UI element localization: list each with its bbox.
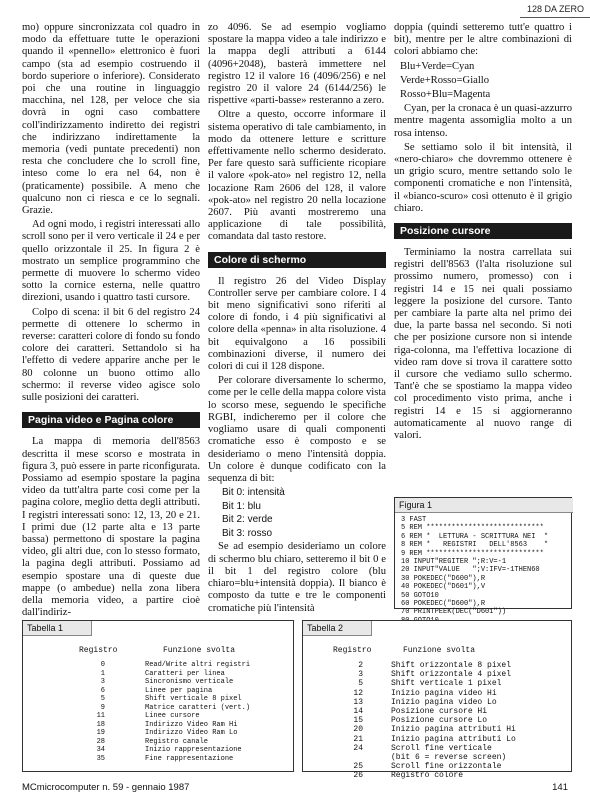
register-number: 18 [96, 720, 105, 729]
table-row [303, 679, 571, 688]
running-header [520, 0, 590, 18]
paragraph: Colpo di scena: il bit 6 del registro 24 permette di ottenere lo schermo in reverse: caratteri colore di fondo su fondo colore dei caratteri. Settandolo si ha l'effetto di vedere apparire anche per le 80 colonne un buono ottimo allo schermo: il reverse video agisce solo sulle posizioni dei caratteri. [22, 306, 200, 404]
paragraph: La mappa di memoria dell'8563 descritta il mese scorso e mostrata in figura 3, può essere in parte riconfigurata. Possiamo ad esempio spostare la pagina video da tutt'altra parte così come per la pagina colore, meglio detta degli attributi. I registri interessati sono: 12, 13, 20 e 21. I primi due (12 parte alta e 13 parte bassa) permettono di spostare la pagina video, gli altri due, con lo stesso formato, la pagina degli attributi. Possiamo ad esempio spostare una di queste due mappe (o ambedue) nella zona libera della memoria video, a partire cioè dall'indiriz- [22, 436, 200, 619]
register-function: Scroll fine orizzontale [391, 762, 502, 772]
bit-item: Bit 3: rosso [222, 527, 273, 539]
bit-item: Bit 2: verde [222, 514, 273, 526]
register-number: 20 [353, 725, 363, 735]
register-number: 15 [353, 716, 363, 726]
register-function: Scroll fine verticale [391, 743, 492, 753]
register-function: Matrice caratteri (vert.) [145, 703, 251, 712]
table-row [23, 678, 293, 687]
page-number: 141 [552, 782, 568, 793]
paragraph: Se ad esempio desideriamo un colore di schermo blu chiaro, setteremo il bit 0 e il bit 1 del registro colore (blu chiaro=blu+intensità doppia). Il bianco è composto da tutte e tre le componenti cromatiche più l'intensità [208, 541, 386, 614]
register-number: 5 [100, 695, 105, 703]
register-function: Linee cursore [145, 712, 200, 720]
register-number: 35 [96, 754, 105, 763]
register-function: Caratteri per linea [145, 669, 225, 678]
register-number: 11 [96, 712, 105, 720]
paragraph: Oltre a questo, occorre informare il sistema operativo di tale cambiamento, in modo da ottenere letture e scritture effettivamente nello schermo desiderato. Per fare questo sarà sufficiente ricopiare il valore «pok-ato» nel registro 12, nella locazione Ram 2606 del 128, il valore «pok-ato» nel registro 20 nella locazione 2607. Più avanti mostreremo una applicazione di tale possibilità, comandata dal tasto restore. [208, 109, 386, 243]
register-function: Read/Write altri registri [145, 661, 251, 669]
register-number: 21 [353, 734, 363, 744]
table-row [23, 721, 293, 730]
table-row [23, 746, 293, 755]
table-row [303, 716, 571, 725]
register-function: Posizione cursore Lo [391, 716, 488, 726]
register-function: Registro colore [391, 771, 464, 781]
register-function: (bit 6 = reverse screen) [391, 752, 507, 762]
bit-item: Bit 1: blu [222, 500, 261, 512]
column-header-registro: Registro [79, 646, 118, 655]
table-row [23, 687, 293, 696]
register-number: 3 [100, 678, 105, 686]
register-function: Indirizzo Video Ram Lo [145, 729, 238, 737]
table-body [23, 661, 293, 763]
paragraph: Per colorare diversamente lo schermo, come per le celle della mappa colore vista lo scorso mese, seguendo le specifiche RGBI, indicheremo per il colore che vogliamo usare di quali componenti cromatiche esso è composto e se desideriamo o meno l'intensità doppia. Un colore è dunque codificato con la sequenza di bit: [208, 375, 386, 484]
register-function: Fine rappresentazione [145, 754, 234, 763]
header-rule [520, 17, 590, 18]
register-number: 24 [353, 743, 363, 753]
register-number: 9 [100, 703, 105, 712]
register-number: 6 [100, 686, 105, 695]
section-label: 128 DA ZERO [526, 4, 584, 14]
section-heading-pagina-video: Pagina video e Pagina colore [22, 412, 200, 428]
column-3 [394, 22, 572, 444]
footer-issue: MCmicrocomputer n. 59 - gennaio 1987 [22, 782, 190, 793]
table-row [303, 735, 571, 744]
register-function: Shift orizzontale 4 pixel [391, 670, 512, 680]
figure-title: Figura 1 [395, 498, 573, 513]
color-equation: Verde+Rosso=Giallo [400, 74, 490, 86]
table-body [303, 661, 571, 780]
register-number: 34 [96, 746, 105, 754]
table-row [303, 670, 571, 679]
table-title: Tabella 1 [23, 621, 92, 636]
register-function: Shift orizzontale 8 pixel [391, 661, 512, 670]
register-number: 19 [96, 729, 105, 737]
paragraph: doppia (quindi setteremo tutt'e quattro i bit), mentre per le altre combinazioni di colori abbiamo che: [394, 22, 572, 58]
register-function: Inizio pagina video Hi [391, 688, 497, 698]
table-row [303, 707, 571, 716]
bit-item: Bit 0: intensità [222, 487, 285, 499]
table-row [23, 729, 293, 738]
paragraph: Cyan, per la cronaca è un quasi-azzurro mentre magenta assomiglia molto a un rosa intenso. [394, 103, 572, 139]
register-number: 13 [353, 697, 363, 707]
table-row [303, 753, 571, 762]
table-row [23, 670, 293, 679]
register-number: 3 [358, 670, 363, 680]
register-function: Posizione cursore Hi [391, 706, 488, 716]
figure-1 [394, 497, 572, 617]
paragraph: mo) oppure sincronizzata col quadro in modo da effettuare tutte le operazioni quando il «pennello» elettronico è fuori campo (sta ad esempio costruendo il bordo superiore o inferiore). Considerato poi che una routine in linguaggio macchina, nel 128, per veloce che sia dovrà in ogni caso combattere coll'indirizzamento indiretto dei registri che indirizzano indirettamente la memoria (vedi puntate precedenti) non resta che concludere che lo scroll fine, inteso come lo era nel 64, non è (praticamente) possibile. A meno che qualcuno non ci riesca e ce lo segnali. Grazie. [22, 22, 200, 217]
table-row [23, 661, 293, 670]
paragraph: Terminiamo la nostra carrellata sui registri dell'8563 (l'alta risoluzione sul prossimo numero, promesso) con i registri 14 e 15 nei quali possiamo leggere la posizione del cursore. Tanto per cambiare la parte alta nel primo dei due, la parte bassa nel secondo. Si noti che per posizione cursore non si intende riga-colonna, ma l'effettiva locazione di video ram dove si trova il carattere sotto il cursore che vediamo sullo schermo. Tant'è che se spostiamo la mappa video col procedimento visto prima, anche i registri 14 e 15 si aggiorneranno automaticamente al nuovo range di valori. [394, 247, 572, 442]
register-function: Inizio pagina attributi Hi [391, 725, 516, 735]
paragraph: Il registro 26 del Video Display Controller serve per cambiare colore. I 4 bit meno significativi sono riferiti al colore di fondo, i 4 più significativi al colore della «penna» in alta risoluzione. 4 bit equivalgono a 16 possibili combinazioni diverse, il numero dei colori di cui il 128 dispone. [208, 275, 386, 373]
register-number: 0 [100, 661, 105, 669]
register-number: 12 [353, 688, 363, 698]
table-row [303, 771, 571, 780]
column-header-funzione: Funzione svolta [403, 646, 476, 655]
register-number: 5 [358, 679, 363, 689]
column-header-funzione: Funzione svolta [163, 646, 236, 655]
table-row [303, 725, 571, 734]
table-1 [22, 620, 294, 772]
table-row [23, 755, 293, 764]
code-listing: 3 FAST 5 REM **************************** 6 REM * LETTURA - SCRITTURA NEI * 8 REM * REGISTRI DELL'8563 * 9 REM **************************** 10 INPUT"REGITER ";R:V=-1 20 INPUT"VALUE ";V:IFV=-1THEN60 30 POKEDEC("D600"),R 40 POKEDEC("D601"),V 50 GOTO10 60 POKEDEC("D600"),R 70 PRINTPEEK(DEC("D601")) [401, 516, 549, 617]
color-equation: Blu+Verde=Cyan [400, 60, 475, 72]
table-row [23, 712, 293, 721]
register-number: 2 [358, 661, 363, 670]
section-heading-colore-schermo: Colore di schermo [208, 252, 386, 268]
register-number: 28 [96, 737, 105, 746]
table-2 [302, 620, 572, 781]
register-number: 14 [353, 706, 363, 716]
register-function: Registro canale [145, 737, 209, 746]
register-function: Shift verticale 1 pixel [391, 679, 502, 689]
register-function: Inizio pagina attributi Lo [391, 734, 516, 744]
table-row [23, 738, 293, 747]
section-heading-posizione-cursore: Posizione cursore [394, 223, 572, 239]
table-row [303, 661, 571, 670]
column-1 [22, 22, 200, 621]
table-row [23, 695, 293, 704]
register-number: 26 [353, 771, 363, 781]
column-header-registro: Registro [333, 646, 372, 655]
column-2 [208, 22, 386, 617]
register-number: 25 [353, 762, 363, 772]
register-function: Inizio pagina video Lo [391, 697, 497, 707]
paragraph: Ad ogni modo, i registri interessati allo scroll sono per il vero verticale il 24 e per quello orizzontale il 25. In figura 2 è mostrato un semplice programmino che permette di muovere lo schermo video sotto la cornice esterna, nelle quattro direzioni, usando i quattro tasti cursore. [22, 219, 200, 304]
table-row [23, 704, 293, 713]
register-function: Sincronismo verticale [145, 678, 234, 686]
table-title: Tabella 2 [303, 621, 372, 636]
register-function: Inizio rappresentazione [145, 746, 242, 754]
register-function: Shift verticale 8 pixel [145, 695, 242, 703]
color-equation: Rosso+Blu=Magenta [400, 89, 491, 101]
register-function: Indirizzo Video Ram Hi [145, 720, 238, 729]
paragraph: zo 4096. Se ad esempio vogliamo spostare la mappa video a tale indirizzo e la mappa degli attributi a 6144 (4096+2048), basterà immettere nel registro 12 il valore 16 (4096/256) e nel registro 20 il valore 24 (6144/256) le rispettive «parti-basse» resteranno a zero. [208, 22, 386, 107]
paragraph: Se settiamo solo il bit intensità, il «nero-chiaro» che dovremmo ottenere è un grigio scuro, mentre settando solo le componenti cromatiche e non l'intensità, il «bianco-scuro» così ottenuto è il grigio chiaro. [394, 141, 572, 214]
table-row [303, 762, 571, 771]
register-number: 1 [100, 669, 105, 678]
table-row [303, 689, 571, 698]
register-function: Linee per pagina [145, 686, 213, 695]
table-row [303, 698, 571, 707]
table-row [303, 744, 571, 753]
